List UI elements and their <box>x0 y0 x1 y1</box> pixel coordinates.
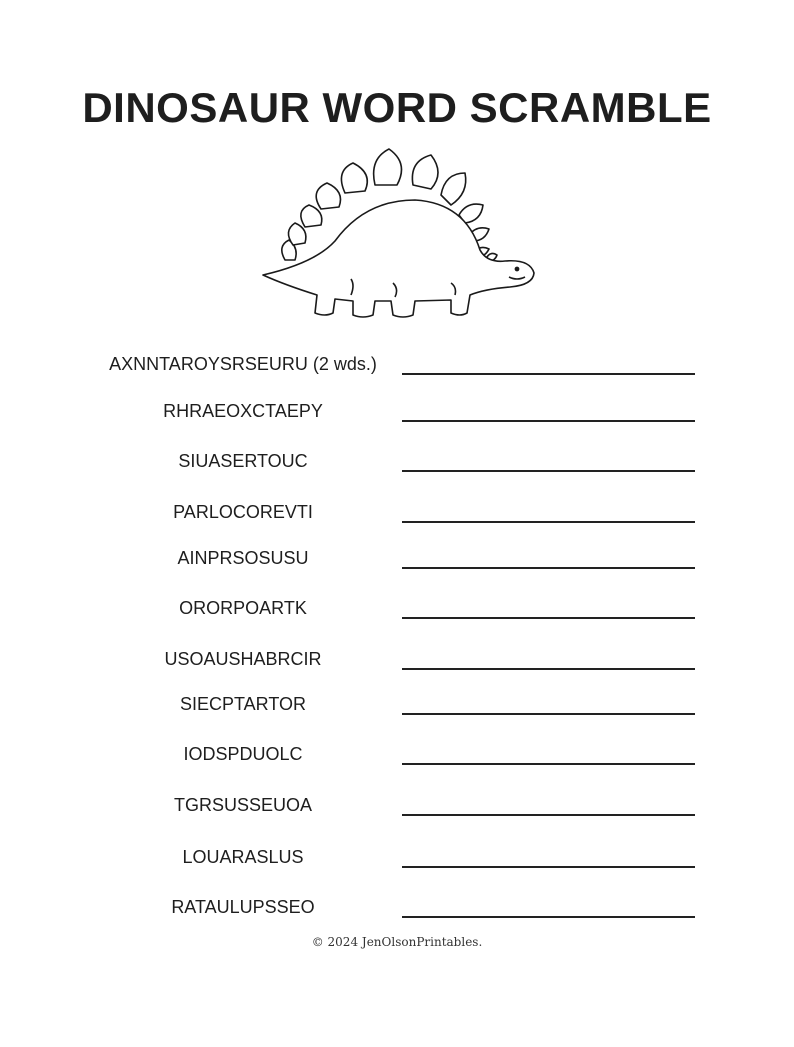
scrambled-word: IODSPDUOLC <box>183 744 303 764</box>
scrambled-word: SIECPTARTOR <box>179 694 307 714</box>
scrambled-word: TGRSUSSEUOA <box>173 795 313 815</box>
scramble-row <box>0 794 794 824</box>
scrambled-word: AXNNTAROYSRSEURU (2 wds.) <box>109 354 377 374</box>
scramble-row <box>0 501 794 531</box>
scramble-row <box>0 547 794 577</box>
scrambled-word: AINPRSOSUSU <box>177 548 309 568</box>
scramble-row <box>0 693 794 723</box>
answer-line[interactable] <box>402 713 695 715</box>
scrambled-word: USOAUSHABRCIR <box>164 649 322 669</box>
scramble-row <box>0 450 794 480</box>
answer-line[interactable] <box>402 617 695 619</box>
stegosaurus-illustration <box>255 145 540 325</box>
scrambled-word: LOUARASLUS <box>182 847 304 867</box>
answer-line[interactable] <box>402 470 695 472</box>
answer-line[interactable] <box>402 420 695 422</box>
scramble-row <box>0 896 794 926</box>
scrambled-word: RATAULUPSSEO <box>171 897 315 917</box>
scrambled-word: SIUASERTOUC <box>178 451 308 471</box>
answer-line[interactable] <box>402 567 695 569</box>
page-title: DINOSAUR WORD SCRAMBLE <box>82 84 712 131</box>
copyright-footer: © 2024 JenOlsonPrintables. <box>311 935 483 949</box>
scramble-row <box>0 648 794 678</box>
scrambled-word: ORORPOARTK <box>179 598 307 618</box>
answer-line[interactable] <box>402 521 695 523</box>
scramble-row <box>0 400 794 430</box>
answer-line[interactable] <box>402 916 695 918</box>
scrambled-word: PARLOCOREVTI <box>173 502 313 522</box>
answer-line[interactable] <box>402 373 695 375</box>
scramble-row <box>0 846 794 876</box>
answer-line[interactable] <box>402 668 695 670</box>
answer-line[interactable] <box>402 866 695 868</box>
scrambled-word: RHRAEOXCTAEPY <box>163 401 323 421</box>
answer-line[interactable] <box>402 763 695 765</box>
scramble-row <box>0 353 794 383</box>
answer-line[interactable] <box>402 814 695 816</box>
scramble-row <box>0 743 794 773</box>
scramble-row <box>0 597 794 627</box>
